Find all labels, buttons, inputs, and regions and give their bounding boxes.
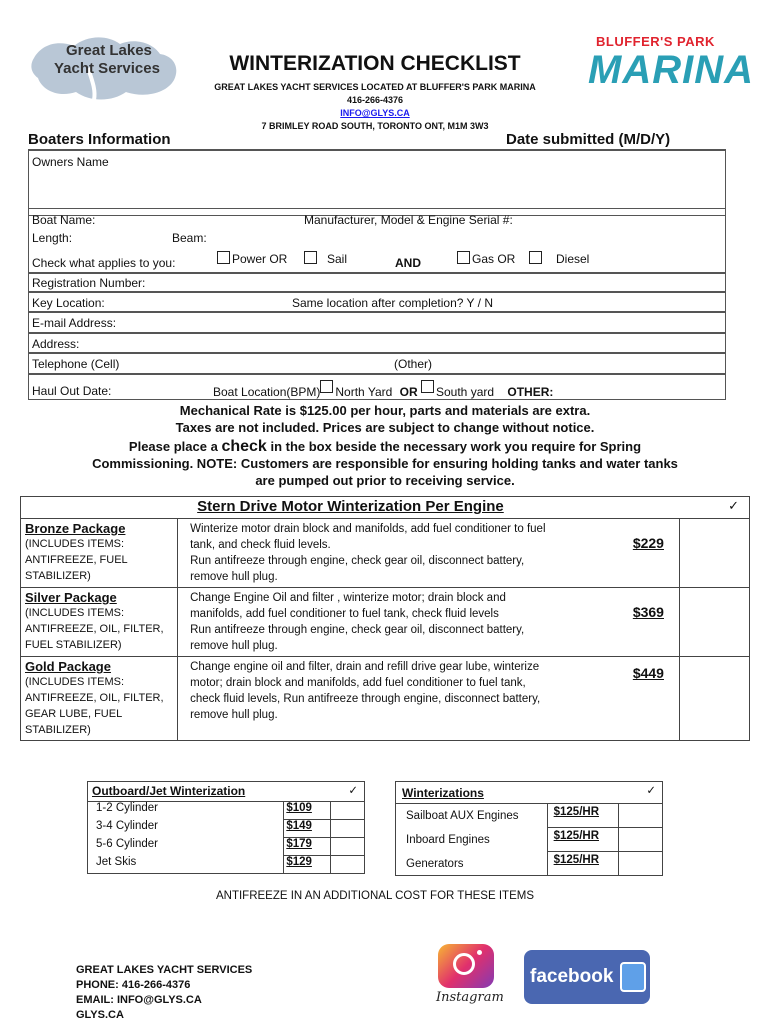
silver-price: $369 xyxy=(617,588,680,657)
gold-checkbox-cell[interactable] xyxy=(680,657,750,741)
outboard-check-icon: ✓ xyxy=(330,782,364,802)
outboard-row-checkbox[interactable] xyxy=(330,838,364,856)
boat-location-label: Boat Location(BPM) xyxy=(213,385,321,399)
registration-field[interactable] xyxy=(28,272,726,292)
logo-line2: Yacht Services xyxy=(54,60,160,77)
silver-checkbox-cell[interactable] xyxy=(680,588,750,657)
winterization-row-checkbox[interactable] xyxy=(618,852,662,876)
rate-notice: Mechanical Rate is $125.00 per hour, parts and materials are extra. xyxy=(179,403,591,418)
page-title: WINTERIZATION CHECKLIST xyxy=(229,52,521,75)
footer-contact xyxy=(76,963,252,1023)
winterization-row-label: Inboard Engines xyxy=(396,828,548,852)
footer-phone: PHONE: 416-266-4376 xyxy=(76,979,191,991)
antifreeze-note: ANTIFREEZE IN AN ADDITIONAL COST FOR THESE ITEMS xyxy=(215,890,534,902)
notices xyxy=(0,402,770,489)
winterization-row-checkbox[interactable] xyxy=(618,828,662,852)
winterizations-title: Winterizations xyxy=(396,782,619,804)
outboard-row-checkbox[interactable] xyxy=(330,802,364,820)
power-checkbox[interactable] xyxy=(217,251,230,264)
silver-description: Change Engine Oil and filter , winterize motor; drain block and manifolds, add fuel conditioner to fuel tank, check fluid levels Run antifreeze through engine, check gear oil, disconnect battery, remove hull plug. xyxy=(178,588,618,657)
gold-package-name: Gold Package xyxy=(25,659,111,674)
beam-label: Beam: xyxy=(172,231,207,245)
date-submitted-label: Date submitted (M/D/Y) xyxy=(506,131,671,148)
winterizations-check-icon: ✓ xyxy=(618,782,662,804)
outboard-table xyxy=(87,781,365,874)
gold-price: $449 xyxy=(617,657,680,741)
key-location-field[interactable] xyxy=(28,292,726,312)
marina-logo-top: BLUFFER'S PARK xyxy=(596,34,715,49)
manufacturer-label: Manufacturer, Model & Engine Serial #: xyxy=(304,213,513,227)
address-field[interactable] xyxy=(28,333,726,353)
boat-location-group xyxy=(213,380,553,399)
facebook-icon[interactable] xyxy=(524,950,650,1004)
diesel-option[interactable]: Diesel xyxy=(529,251,589,266)
silver-package-cell xyxy=(21,588,178,657)
outboard-row-price: $149 xyxy=(284,820,330,838)
winterizations-table xyxy=(395,781,663,876)
registration-label: Registration Number: xyxy=(32,276,146,290)
diesel-checkbox[interactable] xyxy=(529,251,542,264)
gold-includes: (INCLUDES ITEMS: ANTIFREEZE, OIL, FILTER, GEAR LUBE, FUEL STABILIZER) xyxy=(25,676,164,736)
outboard-row-price: $109 xyxy=(284,802,330,820)
stern-drive-title: Stern Drive Motor Winterization Per Engine xyxy=(21,497,680,519)
marina-logo xyxy=(588,28,754,102)
instagram-label: Instagram xyxy=(436,990,504,1005)
email-field[interactable] xyxy=(28,312,726,333)
header-phone: 416-266-4376 xyxy=(346,95,404,105)
boaters-heading: Boaters Information xyxy=(28,131,171,148)
gold-description: Change engine oil and filter, drain and refill drive gear lube, winterize motor; drain block and manifolds, add fuel conditioner to fuel tank, check fluid levels, Run antifreeze through engine, disconnect battery, remove hull plug. xyxy=(178,657,618,741)
south-yard-label: South yard xyxy=(436,385,495,399)
address-label: Address: xyxy=(32,337,80,351)
other-location-label: OTHER: xyxy=(507,385,554,399)
check-instruction: Please place a check in the box beside the necessary work you require for Spring xyxy=(128,438,642,455)
gas-option[interactable]: Gas OR xyxy=(457,251,515,266)
outboard-title: Outboard/Jet Winterization xyxy=(88,782,331,802)
winterization-row-label: Sailboat AUX Engines xyxy=(396,804,548,828)
stern-check-icon: ✓ xyxy=(680,497,750,519)
winterization-row-checkbox[interactable] xyxy=(618,804,662,828)
silver-includes: (INCLUDES ITEMS: ANTIFREEZE, OIL, FILTER, FUEL STABILIZER) xyxy=(25,607,164,651)
outboard-row-label: 5-6 Cylinder xyxy=(88,838,284,856)
taxes-notice: Taxes are not included. Prices are subject to change without notice. xyxy=(175,420,595,435)
email-label: E-mail Address: xyxy=(32,316,117,330)
footer-site: GLYS.CA xyxy=(76,1009,124,1021)
outboard-row-price: $129 xyxy=(284,856,330,874)
footer-company: GREAT LAKES YACHT SERVICES xyxy=(76,964,253,976)
commissioning-notice: Commissioning. NOTE: Customers are responsible for ensuring holding tanks and water tanks xyxy=(92,456,678,471)
great-lakes-logo xyxy=(28,28,188,104)
haul-out-label: Haul Out Date: xyxy=(32,384,112,398)
north-yard-checkbox[interactable] xyxy=(320,380,333,393)
other-phone-label: (Other) xyxy=(394,357,433,371)
telephone-field[interactable] xyxy=(28,353,726,374)
outboard-row-checkbox[interactable] xyxy=(330,856,364,874)
owners-name-label: Owners Name xyxy=(32,155,109,169)
bronze-checkbox-cell[interactable] xyxy=(680,519,750,588)
silver-package-name: Silver Package xyxy=(25,590,117,605)
bronze-price: $229 xyxy=(617,519,680,588)
bronze-package-cell xyxy=(21,519,178,588)
winterization-row-label: Generators xyxy=(396,852,548,876)
telephone-label: Telephone (Cell) xyxy=(32,357,120,371)
check-applies-label: Check what applies to you: xyxy=(32,256,176,270)
header-email-link[interactable]: INFO@GLYS.CA xyxy=(340,108,410,118)
facebook-label: facebook xyxy=(530,966,614,987)
haul-out-field[interactable] xyxy=(28,374,726,400)
or-label: OR xyxy=(399,385,418,399)
owners-name-field[interactable] xyxy=(28,150,726,216)
winterization-row-price: $125/HR xyxy=(547,828,618,852)
outboard-row-checkbox[interactable] xyxy=(330,820,364,838)
bronze-description: Winterize motor drain block and manifolds, add fuel conditioner to fuel tank, and check fluid levels. Run antifreeze through engine, check gear oil, disconnect battery, remove hull plug. xyxy=(178,519,618,588)
outboard-row-label: 1-2 Cylinder xyxy=(88,802,284,820)
instagram-icon[interactable] xyxy=(438,944,494,988)
bronze-includes: (INCLUDES ITEMS: ANTIFREEZE, FUEL STABILIZER) xyxy=(25,538,128,582)
north-yard-label: North Yard xyxy=(335,385,393,399)
footer-email: EMAIL: INFO@GLYS.CA xyxy=(76,994,202,1006)
pumped-notice: are pumped out prior to receiving service. xyxy=(255,473,515,488)
same-location-label: Same location after completion? Y / N xyxy=(292,296,493,310)
header-address: 7 BRIMLEY ROAD SOUTH, TORONTO ONT, M1M 3W3 xyxy=(261,121,489,131)
gas-checkbox[interactable] xyxy=(457,251,470,264)
boat-name-label: Boat Name: xyxy=(32,213,96,227)
header-line1: GREAT LAKES YACHT SERVICES LOCATED AT BLUFFER'S PARK MARINA xyxy=(214,82,536,92)
thumbs-up-icon xyxy=(620,962,646,992)
marina-logo-main: MARINA xyxy=(588,48,754,92)
boat-info-field[interactable] xyxy=(28,208,726,274)
key-location-label: Key Location: xyxy=(32,296,105,310)
gold-package-cell xyxy=(21,657,178,741)
sail-option[interactable]: Sail xyxy=(304,251,347,266)
outboard-row-label: 3-4 Cylinder xyxy=(88,820,284,838)
outboard-row-label: Jet Skis xyxy=(88,856,284,874)
logo-line1: Great Lakes xyxy=(66,42,152,59)
stern-drive-table xyxy=(20,496,750,741)
south-yard-checkbox[interactable] xyxy=(421,380,434,393)
bronze-package-name: Bronze Package xyxy=(25,521,126,536)
winterization-row-price: $125/HR xyxy=(547,804,618,828)
and-label: AND xyxy=(395,256,421,270)
length-label: Length: xyxy=(32,231,73,245)
power-option[interactable]: Power OR xyxy=(217,251,287,266)
sail-checkbox[interactable] xyxy=(304,251,317,264)
winterization-row-price: $125/HR xyxy=(547,852,618,876)
outboard-row-price: $179 xyxy=(284,838,330,856)
